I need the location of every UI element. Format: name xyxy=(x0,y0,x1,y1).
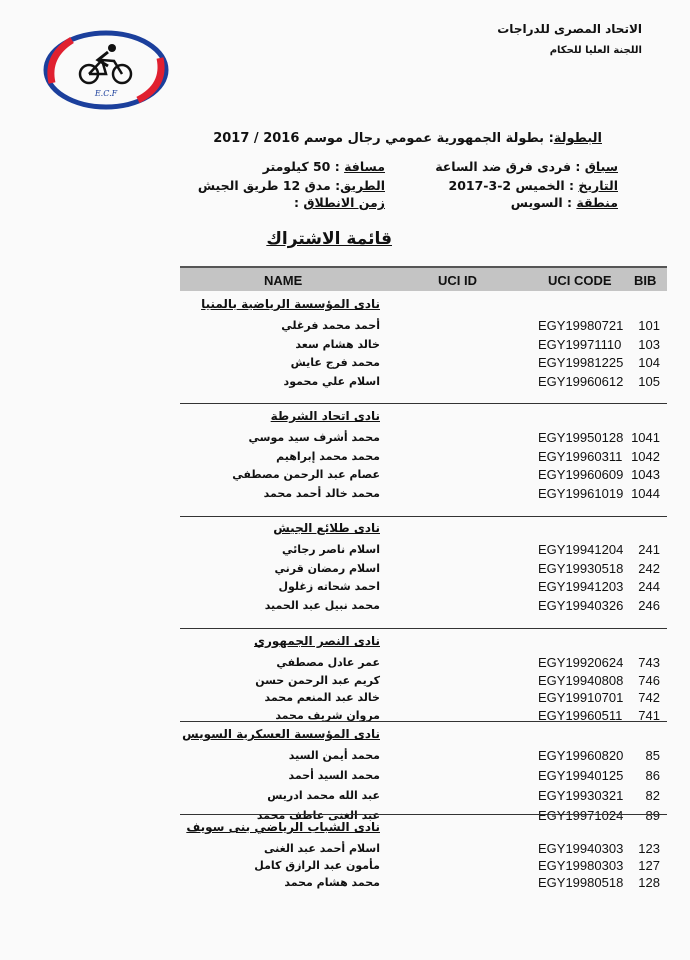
rider-bib: 246 xyxy=(638,597,660,613)
rider-name: مروان شريف محمد xyxy=(275,708,380,722)
col-uci-code: UCI CODE xyxy=(548,273,612,288)
club-divider xyxy=(180,814,667,815)
rider-bib: 127 xyxy=(638,858,660,873)
rider-uci-code: EGY19960612 xyxy=(538,373,624,389)
rider-name: محمد فرج عايش xyxy=(290,356,380,369)
club-heading: نادى المؤسسة الرياضية بالمنيا xyxy=(201,297,380,311)
rider-uci-code: EGY19930518 xyxy=(538,560,624,576)
rider-uci-code: EGY19950128 xyxy=(538,430,624,445)
rider-uci-code: EGY19940326 xyxy=(538,597,624,613)
rider-bib: 743 xyxy=(638,655,660,670)
rider-uci-code: EGY19960311 xyxy=(538,448,623,464)
rider-name: عبد الله محمد ادريس xyxy=(267,789,380,802)
rider-uci-code: EGY19980303 xyxy=(538,858,624,873)
rider-uci-code: EGY19941203 xyxy=(538,579,624,594)
rider-bib: 741 xyxy=(638,707,660,723)
rider-name: اسلام أحمد عبد الغنى xyxy=(263,842,380,855)
rider-bib: 746 xyxy=(638,672,660,688)
entry-list-title: قائمة الاشتراك xyxy=(266,229,392,249)
rider-bib: 86 xyxy=(645,768,660,783)
rider-uci-code: EGY19960609 xyxy=(538,467,624,482)
col-name: NAME xyxy=(264,273,303,288)
road-line: الطريق: مدق 12 طريق الجيش xyxy=(197,178,385,193)
rider-uci-code: EGY19980518 xyxy=(538,875,624,890)
rider-uci-code: EGY19941204 xyxy=(538,542,624,557)
rider-bib: 1044 xyxy=(631,485,660,501)
club-divider xyxy=(180,516,667,517)
rider-name: احمد شحاته زغلول xyxy=(278,580,380,593)
rider-name: محمد خالد أحمد محمد xyxy=(263,486,380,500)
rider-uci-code: EGY19981225 xyxy=(538,355,624,370)
rider-uci-code: EGY19960820 xyxy=(538,748,624,763)
rider-name: مأمون عبد الرازق كامل xyxy=(254,859,380,872)
rider-name: محمد أشرف سيد موسي xyxy=(248,431,380,444)
area-line: منطقة : السويس xyxy=(510,195,618,210)
rider-uci-code: EGY19961019 xyxy=(538,485,624,501)
rider-name: عبد الغنى عاطف محمد xyxy=(256,809,380,822)
club-heading: نادى اتحاد الشرطة xyxy=(270,409,380,423)
rider-uci-code: EGY19930321 xyxy=(538,788,624,803)
rider-bib: 105 xyxy=(638,373,660,389)
rider-uci-code: EGY19920624 xyxy=(538,655,624,670)
rider-name: اسلام رمضان قرني xyxy=(274,561,380,575)
col-uci-id: UCI ID xyxy=(438,273,477,288)
rider-bib: 82 xyxy=(645,788,660,803)
rider-bib: 101 xyxy=(638,318,660,333)
rider-name: محمد السيد أحمد xyxy=(288,769,380,782)
rider-name: كريم عبد الرحمن حسن xyxy=(255,673,380,687)
club-heading: نادى طلائع الجيش xyxy=(273,521,380,535)
rider-bib: 742 xyxy=(638,690,660,705)
club-heading: نادى المؤسسة العسكرية السويس xyxy=(182,727,380,741)
rider-name: اسلام علي محمود xyxy=(283,374,380,388)
rider-bib: 128 xyxy=(638,875,660,890)
distance-line: مسافة : 50 كيلومتر xyxy=(262,159,385,174)
federation-logo xyxy=(42,28,170,112)
rider-bib: 1042 xyxy=(631,448,660,464)
rider-name: عمر عادل مصطفي xyxy=(276,656,380,669)
rider-uci-code: EGY19940303 xyxy=(538,841,624,856)
club-divider xyxy=(180,403,667,404)
rider-name: محمد هشام محمد xyxy=(284,876,380,889)
rider-uci-code: EGY19940125 xyxy=(538,768,624,783)
rider-uci-code: EGY19971110 xyxy=(538,336,622,352)
rider-name: خالد هشام سعد xyxy=(295,337,380,351)
col-bib: BIB xyxy=(634,273,657,288)
rider-uci-code: EGY19971024 xyxy=(538,808,624,823)
rider-bib: 104 xyxy=(638,355,660,370)
federation-name: الاتحاد المصرى للدراجات xyxy=(497,22,642,36)
rider-name: محمد نبيل عبد الحميد xyxy=(264,598,380,612)
club-heading: نادى الشباب الرياضي بنى سويف xyxy=(186,820,380,834)
race-line: سباق : فردى فرق ضد الساعة xyxy=(435,159,618,174)
rider-name: محمد محمد إبراهيم xyxy=(276,449,380,463)
club-divider xyxy=(180,721,667,722)
club-divider xyxy=(180,628,667,629)
table-header xyxy=(180,266,667,291)
rider-name: أحمد محمد فرغلي xyxy=(281,319,380,332)
rider-uci-code: EGY19910701 xyxy=(538,690,624,705)
rider-bib: 241 xyxy=(638,542,660,557)
rider-name: عصام عبد الرحمن مصطفي xyxy=(232,468,380,481)
club-heading: نادى النصر الجمهوري xyxy=(254,634,380,648)
committee-name: اللجنة العليا للحكام xyxy=(549,45,642,56)
rider-uci-code: EGY19960511 xyxy=(538,707,623,723)
rider-bib: 103 xyxy=(638,336,660,352)
rider-bib: 1041 xyxy=(631,430,660,445)
rider-uci-code: EGY19940808 xyxy=(538,672,624,688)
rider-bib: 85 xyxy=(645,748,660,763)
logo-lettering: E.C.F xyxy=(94,89,118,98)
rider-bib: 242 xyxy=(638,560,660,576)
rider-name: محمد أيمن السيد xyxy=(288,749,380,762)
rider-bib: 1043 xyxy=(631,467,660,482)
start-time-line: زمن الانطلاق : xyxy=(293,195,385,210)
rider-name: خالد عبد المنعم محمد xyxy=(264,691,380,704)
rider-bib: 123 xyxy=(638,841,660,856)
date-line: التاريخ : الخميس 2-3-2017 xyxy=(448,178,618,193)
rider-name: اسلام ناصر رجائي xyxy=(281,543,380,556)
rider-bib: 89 xyxy=(645,808,660,823)
championship-line: البطولة: بطولة الجمهورية عمومي رجال موسم 2016 / 2017 xyxy=(213,131,602,146)
rider-bib: 244 xyxy=(638,579,660,594)
rider-uci-code: EGY19980721 xyxy=(538,318,624,333)
